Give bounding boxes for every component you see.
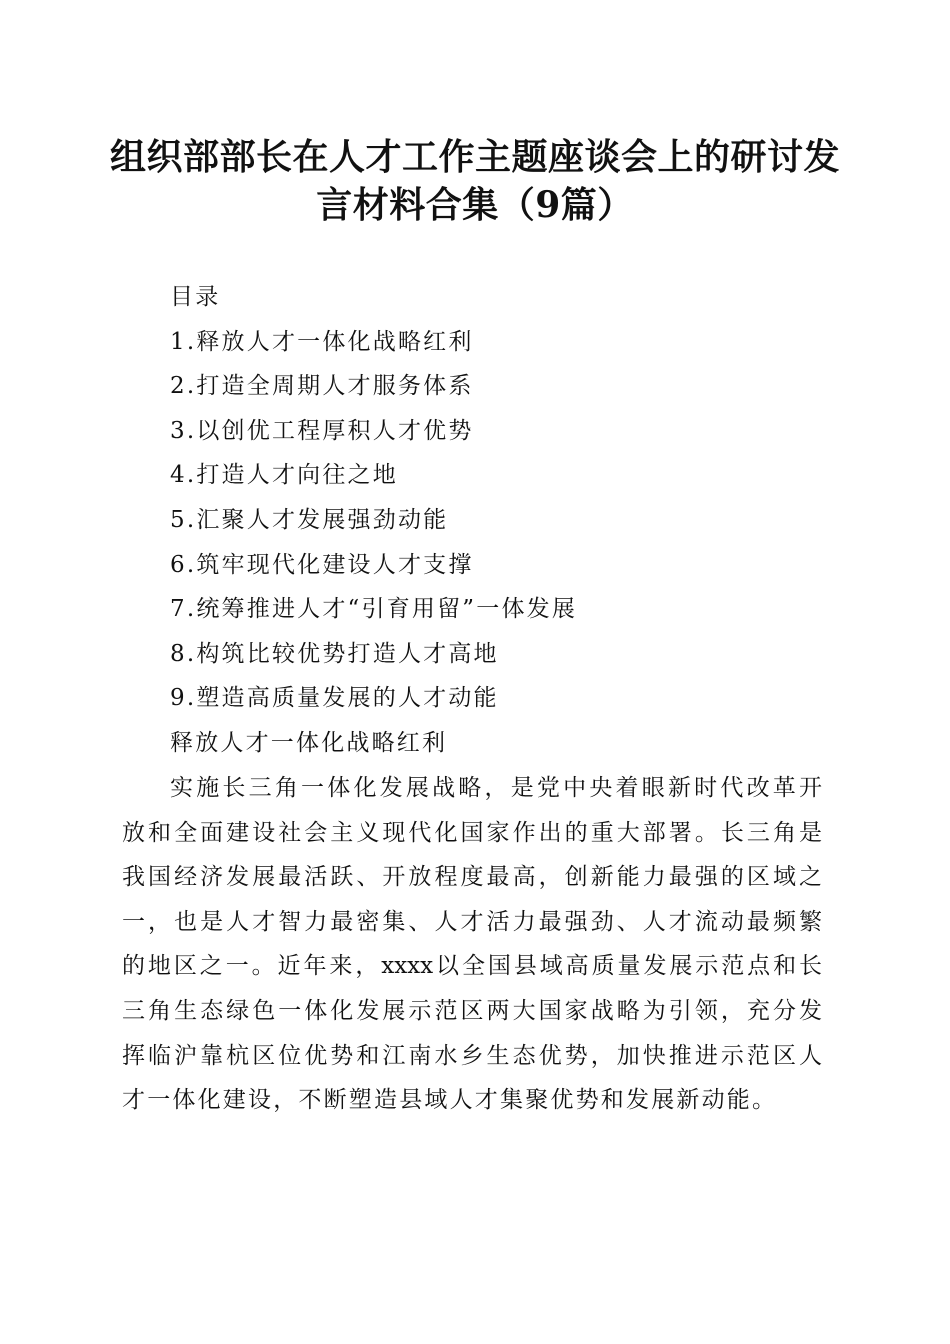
toc-item: 9.塑造高质量发展的人才动能 xyxy=(170,685,499,712)
paragraph-line: 才一体化建设，不断塑造县域人才集聚优势和发展新动能。 xyxy=(122,1087,778,1114)
toc-item: 4.打造人才向往之地 xyxy=(170,462,398,489)
table-of-contents xyxy=(170,275,830,766)
toc-item: 5.汇聚人才发展强劲动能 xyxy=(170,506,449,533)
toc-item: 1.释放人才一体化战略红利 xyxy=(170,328,474,355)
paragraph-line: 放和全面建设社会主义现代化国家作出的重大部署。长三角是 xyxy=(122,819,822,846)
paragraph-line: 实施长三角一体化发展战略，是党中央着眼新时代改革开 xyxy=(170,775,822,801)
paragraph-line: 的地区之一。近年来，xxxx以全国县域高质量发展示范点和长 xyxy=(122,953,822,980)
toc-item: 3.以创优工程厚积人才优势 xyxy=(170,417,474,444)
toc-item: 8.构筑比较优势打造人才高地 xyxy=(170,640,499,667)
document-title xyxy=(100,133,850,229)
paragraph-line: 一，也是人才智力最密集、人才活力最强劲、人才流动最频繁 xyxy=(122,908,822,935)
section-heading: 释放人才一体化战略红利 xyxy=(170,729,448,756)
title-line-2: 言材料合集（9篇） xyxy=(316,184,634,226)
toc-item: 7.统筹推进人才“引育用留”一体发展 xyxy=(170,596,578,623)
paragraph-line: 三角生态绿色一体化发展示范区两大国家战略为引领，充分发 xyxy=(122,997,822,1024)
toc-item: 2.打造全周期人才服务体系 xyxy=(170,373,474,400)
title-line-1: 组织部部长在人才工作主题座谈会上的研讨发 xyxy=(109,136,840,178)
toc-item: 6.筑牢现代化建设人才支撑 xyxy=(170,551,474,578)
paragraph-line: 挥临沪靠杭区位优势和江南水乡生态优势，加快推进示范区人 xyxy=(122,1042,822,1069)
toc-heading: 目录 xyxy=(170,284,221,310)
paragraph-line: 我国经济发展最活跃、开放程度最高，创新能力最强的区域之 xyxy=(122,864,822,891)
body-paragraph xyxy=(122,766,822,1123)
